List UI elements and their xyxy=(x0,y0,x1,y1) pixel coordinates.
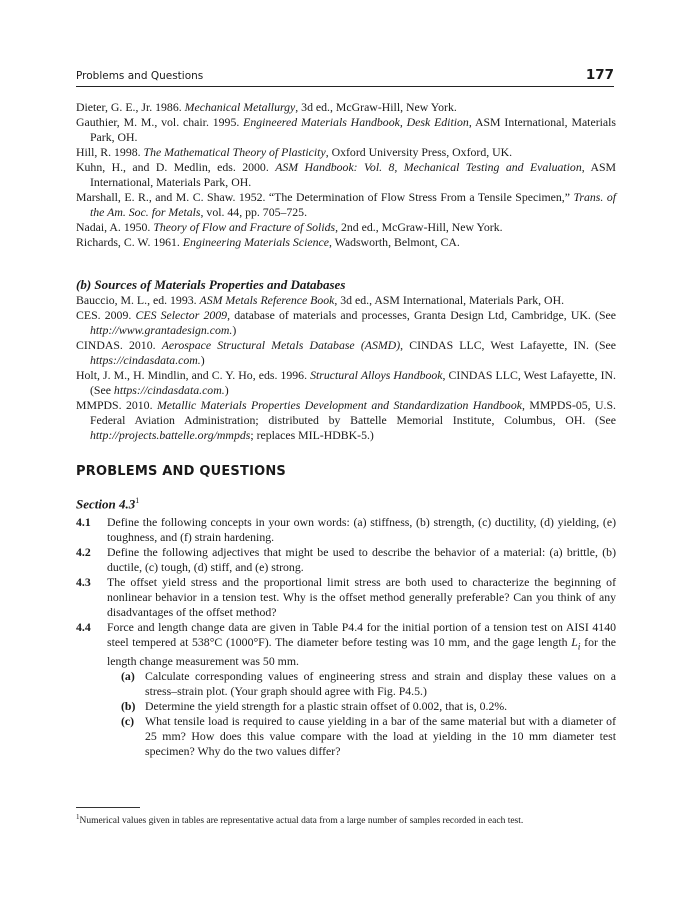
reference-entry: Richards, C. W. 1961. Engineering Materials Science, Wadsworth, Belmont, CA. xyxy=(76,235,460,249)
reference-entry: Marshall, E. R., and M. C. Shaw. 1952. “The Determination of Flow Stress From a Tensile Specimen,” Trans. of the Am. Soc. for Metals, vol. 44, pp. 705–725. xyxy=(76,190,617,219)
reference-entry: Nadai, A. 1950. Theory of Flow and Fracture of Solids, 2nd ed., McGraw-Hill, New York. xyxy=(76,220,503,234)
reference-list-b xyxy=(76,293,616,443)
footnote xyxy=(76,811,636,827)
subpart-label: (a) xyxy=(121,669,135,684)
problem-item xyxy=(76,620,616,759)
problems-heading: PROBLEMS AND QUESTIONS xyxy=(76,464,286,479)
reference-entry: CINDAS. 2010. Aerospace Structural Metals Database (ASMD), CINDAS LLC, West Lafayette, IN. (See https://cindasdata.com.) xyxy=(76,338,616,367)
reference-entry: Kuhn, H., and D. Medlin, eds. 2000. ASM Handbook: Vol. 8, Mechanical Testing and Evaluation, ASM International, Materials Park, OH. xyxy=(76,160,617,189)
problem-number: 4.3 xyxy=(76,575,91,589)
problem-list xyxy=(76,515,616,759)
subpart-label: (c) xyxy=(121,714,135,729)
problem-item xyxy=(76,575,616,620)
problem-text: Define the following concepts in your own words: (a) stiffness, (b) strength, (c) ductility, (d) yielding, (e) toughness, and (f) strain hardening. xyxy=(107,515,616,544)
subpart-text: Calculate corresponding values of engineering stress and strain and display these values on a stress–strain plot. (Your graph should agree with Fig. P4.5.) xyxy=(145,669,616,699)
page-number: 177 xyxy=(585,67,614,83)
reference-url: https://cindasdata.com. xyxy=(90,353,201,367)
problem-subpart xyxy=(121,699,616,714)
footnote-mark: 1 xyxy=(76,813,80,821)
gage-length-symbol: L xyxy=(571,635,578,649)
reference-entry: Dieter, G. E., Jr. 1986. Mechanical Metallurgy, 3d ed., McGraw-Hill, New York. xyxy=(76,100,457,114)
problem-subpart xyxy=(121,669,616,699)
footnote-marker: 1 xyxy=(135,496,140,505)
reference-entry: Holt, J. M., H. Mindlin, and C. Y. Ho, eds. 1996. Structural Alloys Handbook, CINDAS LLC, West Lafayette, IN. (See https://cindasdata.com.) xyxy=(76,368,616,397)
footnote-rule xyxy=(76,807,140,808)
problem-item xyxy=(76,515,616,545)
reference-url: http://www.grantadesign.com. xyxy=(90,323,233,337)
subpart-text: Determine the yield strength for a plastic strain offset of 0.002, that is, 0.2%. xyxy=(145,699,508,714)
subpart-text: What tensile load is required to cause yielding in a bar of the same material but with a diameter of 25 mm? How does this value compare with the load at yielding in the 10 mm diameter test specimen? Why do the two values differ? xyxy=(145,714,616,759)
section-b-heading: (b) Sources of Materials Properties and Databases xyxy=(76,277,346,292)
section-title: Section $4.3^1$ xyxy=(76,496,140,512)
reference-entry: Hill, R. 1998. The Mathematical Theory of Plasticity, Oxford University Press, Oxford, UK. xyxy=(76,145,513,159)
problem-subpart xyxy=(121,714,616,759)
reference-entry: CES. 2009. CES Selector 2009, database of materials and processes, Granta Design Ltd, Cambridge, UK. (See http://www.grantadesign.com.) xyxy=(76,308,617,337)
problem-number: 4.1 xyxy=(76,515,91,529)
problem-text: The offset yield stress and the proportional limit stress are both used to characterize the beginning of nonlinear behavior in a tension test. Why is the offset method generally preferable? Can you think of any disadvantages of the offset method? xyxy=(107,575,616,619)
problem-text: Define the following adjectives that might be used to describe the behavior of a material: (a) brittle, (b) ductile, (c) tough, (d) stiff, and (e) strong. xyxy=(107,545,616,574)
running-head-title: Problems and Questions xyxy=(76,70,204,82)
subpart-label: (b) xyxy=(121,699,136,714)
footnote-text: Numerical values given in tables are representative actual data from a large number of samples recorded in each test. xyxy=(79,816,524,827)
reference-entry: Bauccio, M. L., ed. 1993. ASM Metals Reference Book, 3d ed., ASM International, Materials Park, OH. xyxy=(76,293,565,307)
reference-url: http://projects.battelle.org/mmpds xyxy=(90,428,251,442)
reference-entry: Gauthier, M. M., vol. chair. 1995. Engineered Materials Handbook, Desk Edition, ASM International, Materials Park, OH. xyxy=(76,115,617,144)
problem-number: 4.4 xyxy=(76,620,91,634)
reference-entry: MMPDS. 2010. Metallic Materials Properties Development and Standardization Handbook, MMPDS-05, U.S. Federal Aviation Administration; distributed by Battelle Memorial Institute, Columbus, OH. (See http://projects.battelle.org/mmpds; replaces MIL-HDBK-5.) xyxy=(76,398,617,442)
problem-number: 4.2 xyxy=(76,545,91,559)
problem-item xyxy=(76,545,616,575)
reference-list-a xyxy=(76,100,616,250)
reference-url: https://cindasdata.com. xyxy=(113,383,225,397)
problem-text: Force and length change data are given in Table P4.4 for the initial portion of a tension test on AISI 4140 steel tempered at 538°C (1000°F). The diameter before testing was 10 mm, and the gage length $L_i$ for the length change measurement was 50 mm. xyxy=(107,620,616,669)
running-head xyxy=(76,66,614,87)
